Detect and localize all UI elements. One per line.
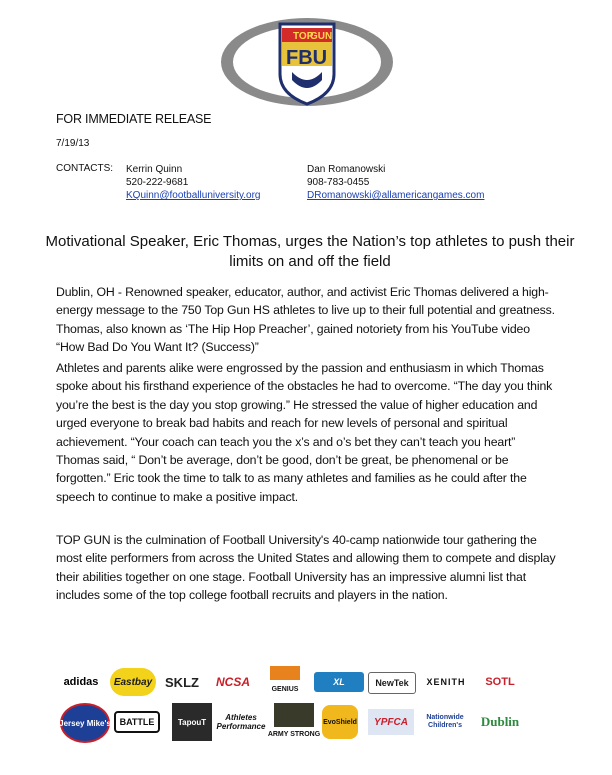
contact-phone: 520-222-9681 — [126, 177, 189, 188]
sponsor-logo-tapout: TapouT — [172, 703, 212, 741]
contact-kerrin-quinn — [126, 163, 260, 202]
sponsor-logo-sklz: SKLZ — [165, 674, 199, 690]
headline: Motivational Speaker, Eric Thomas, urges the Nation’s top athletes to push their limits on and off the field — [45, 233, 575, 270]
sponsor-logo-nationwide-childrens: Nationwide Children's — [426, 714, 464, 729]
release-label: FOR IMMEDIATE RELEASE — [56, 112, 212, 126]
sponsor-logo-dublin: Dublin — [480, 714, 520, 729]
contacts-label: CONTACTS: — [56, 163, 114, 174]
sponsor-logo-evoshield: EvoShield — [322, 705, 358, 739]
sponsor-row-1 — [56, 666, 526, 698]
sponsor-logo-athletes-performance: Athletes Performance — [216, 713, 266, 731]
fbu-logo — [218, 14, 396, 110]
release-date: 7/19/13 — [56, 138, 90, 149]
paragraph-1: Dublin, OH - Renowned speaker, educator, author, and activist Eric Thomas delivered a high-energy message to the 750 Top Gun HS athletes to live up to their full potential and greatness. Thomas, also known as ‘The Hip Hop Preacher’, gained notoriety from his YouTube video “How Bad Do You Want It? (Success)” — [56, 285, 555, 355]
contact-name: Dan Romanowski — [307, 164, 386, 175]
sponsor-logo-adidas: adidas — [63, 676, 99, 688]
logo-fbu-text: FBU — [286, 47, 328, 69]
contact-phone: 908-783-0455 — [307, 177, 370, 188]
paragraph-2: Athletes and parents alike were engrossed by the passion and enthusiasm in which Thomas spoke about his firsthand experience of the obstacles he had to overcome. “The day you think you’re the best is the day you stop growing.” He stressed the value of higher education and urged everyone to break bad habits and reach for new levels of personal and spiritual achievement. “Your coach can teach you the x’s and o’s bet they can’t teach you heart” Thomas said, “ Don’t be average, don’t be good, don’t be great, be phenomenal or be forgotten.” Eric took the time to talk to as many athletes and families as he could after the speech to continue to make a positive impact. — [56, 361, 553, 504]
sponsor-logo-xenith: XENITH — [426, 677, 466, 687]
sponsor-logo-sotl: SOTL — [485, 676, 515, 688]
logo-top-text: TOP — [293, 31, 314, 42]
sponsor-logo-ncsa: NCSA — [215, 675, 250, 689]
contact-email-link[interactable]: DRomanowski@allamericangames.com — [307, 190, 485, 201]
sponsor-logo-xl: XL — [314, 672, 364, 692]
contact-name: Kerrin Quinn — [126, 164, 183, 175]
sponsor-logo-army-strong: ARMY STRONG — [274, 703, 314, 741]
contact-email-link[interactable]: KQuinn@footballuniversity.org — [126, 190, 261, 201]
sponsor-logo-jersey-mikes: Jersey Mike's — [60, 703, 110, 743]
sponsor-logo-ypfca: YPFCA — [368, 709, 414, 735]
logo-gun-text: GUN — [310, 31, 333, 42]
sponsor-logo-genius: GENIUS — [270, 666, 300, 698]
sponsor-logo-newtek: NewTek — [368, 672, 416, 694]
sponsor-logo-eastbay: Eastbay — [110, 668, 156, 696]
sponsor-row-2 — [56, 703, 526, 743]
contact-dan-romanowski — [307, 163, 484, 202]
sponsor-logo-battle: BATTLE — [114, 711, 160, 733]
paragraph-3: TOP GUN is the culmination of Football University's 40-camp nationwide tour gathering the most elite performers from across the United States and allowing them to compete and display their abilities together on one stage. Football University has an impressive alumni list that includes some of the top college football recruits and players in the nation. — [56, 533, 556, 603]
